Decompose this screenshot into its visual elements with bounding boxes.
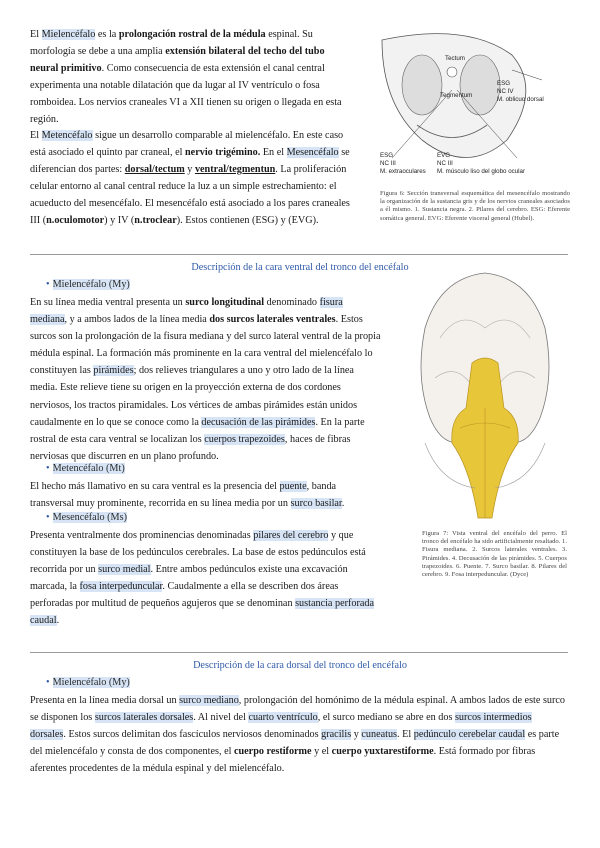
bullet-mesencefalo: • Mesencéfalo (Ms) <box>46 512 127 523</box>
paragraph-ventral-metencefalo: El hecho más llamativo en su cara ventral es la presencia del puente, banda transversal muy prominente, recorrida en su línea media por un surco basilar. <box>30 481 345 510</box>
paragraph-metencefalo: El Metencéfalo sigue un desarrollo comparable al mielencéfalo. En este caso está asociado el quinto par craneal, el nervio trigémino. En el Mesencéfalo se diferencian dos partes: dorsal/tectum y ventral/tegmentun. La proliferación celular entorno al canal central reduce la luz a un simple estrechamiento: el acueducto del mesencéfalo. El mesencéfalo está asociado a los pares craneales III (n.oculomotor) y IV (n.troclear). Estos contienen (ESG) y (EVG). <box>30 130 350 227</box>
bullet-mielencefalo-dorsal: • Mielencéfalo (My) <box>46 677 130 688</box>
label-tectum: Tectum <box>445 55 465 62</box>
paragraph-mielencefalo: El Mielencéfalo es la prolongación rostral de la médula espinal. Su morfología se debe a una amplia extensión bilateral del techo del tubo neural primitivo. Como consecuencia de esta extensión el canal central experimenta una notable dilatación que da lugar al IV ventrículo o fosa romboidea. Los nervios craneales VI a XII tienen su origen o llegada en esta región. <box>30 29 342 126</box>
figure-6 <box>362 30 572 245</box>
label-m-extra: M. extraoculares <box>380 168 426 175</box>
figure-7 <box>400 268 570 588</box>
label-m-iris: M. músculo liso del globo ocular <box>437 168 526 175</box>
section-title-dorsal: Descripción de la cara dorsal del tronco del encéfalo <box>193 660 407 671</box>
paragraph-ventral-mesencefalo: Presenta ventralmente dos prominencias denominadas pilares del cerebro y que constituyen la base de los pedúnculos cerebrales. La base de estos pedúnculos está recorrida por un surco medial. Entre ambos pedúnculos existe una excavación marcada, la fosa interpeduncular. Caudalmente a ella se describen dos áreas perforadas por multitud de pequeños agujeros que se denominan sustancia perforada caudal. <box>30 530 375 627</box>
label-nc4: NC IV <box>497 88 514 95</box>
bullet-metencefalo: • Metencéfalo (Mt) <box>46 463 125 474</box>
paragraph-dorsal-mielencefalo: Presenta en la línea media dorsal un surco mediano, prolongación del homónimo de la médula espinal. A ambos lados de este surco se disponen los surcos laterales dorsales. Al nivel del cuarto ventrículo, el surco mediano se abre en dos surcos intermedios dorsales. Estos surcos delimitan dos fascículos nerviosos denominados gracilis y cuneatus. El pedúnculo cerebelar caudal es parte del mielencéfalo y consta de dos componentes, el cuerpo restiforme y el cuerpo yuxtarestiforme. Está formado por fibras aferentes procedentes de la médula espinal y del mielencéfalo. <box>30 695 566 775</box>
figure-7-caption: Figura 7: Vista ventral del encéfalo del perro. El tronco del encéfalo ha sido artificialmente resaltado. 1. Fisura mediana. 2. Surcos laterales ventrales. 3. Pirámides. 4. Decusación de las pirámides. 5. Cuerpos trapezoides. 6. Puente. 7. Surco basilar. 8. Pilares del cerebro. 9. Fosa interpeduncular. (Dyce) <box>422 530 567 579</box>
label-nc3-left: NC III <box>380 160 396 167</box>
figure-6-caption: Figura 6: Sección transversal esquemática del mesencéfalo mostrando la organización de la sustancia gris y de los nervios craneales asociados a él mismo. 1. Sustancia negra. 2. Pilares del cerebro. ESG: Eferente somática general. EVG: Eferente visceral general (Hubel). <box>380 190 570 222</box>
label-evg: EVG <box>437 152 451 159</box>
label-tegmentum: Tegmentum <box>440 92 473 99</box>
paragraph-ventral-mielencefalo: En su línea media ventral presenta un surco longitudinal denominado fisura mediana, y a ambos lados de la línea media dos surcos laterales ventrales. Estos surcos son la prolongación de la fisura mediana y del surco lateral ventral de la propia médula espinal. La formación más prominente en la cara ventral del mielencéfalo lo constituyen las pirámides; dos relieves triangulares a uno y otro lado de la línea media. Este relieve tiene su origen en la proyección externa de dos cordones nerviosos, los tractos piramidales. Los vértices de ambas pirámides están unidos caudalmente en lo que se conoce como la decusación de las pirámides. En la parte rostral de esta cara ventral se localizan los cuerpos trapezoides, haces de fibras nerviosas que discurren en un plano profundo. <box>30 297 381 462</box>
ventral-brain-illustration <box>400 268 570 528</box>
divider <box>30 254 568 255</box>
bullet-label: Mielencéfalo (My) <box>52 677 130 688</box>
label-esg-left: ESG <box>380 152 394 159</box>
label-nc3-right: NC III <box>437 160 453 167</box>
bullet-label: Mielencéfalo (My) <box>52 279 130 290</box>
label-esg-right: ESG <box>497 80 511 87</box>
label-m-oblicuo: M. oblicuo dorsal <box>497 96 544 103</box>
divider <box>30 652 568 653</box>
section-title-ventral: Descripción de la cara ventral del tronco del encéfalo <box>191 262 409 273</box>
bullet-mielencefalo: • Mielencéfalo (My) <box>46 279 130 290</box>
bullet-label: Mesencéfalo (Ms) <box>52 512 127 523</box>
bullet-label: Metencéfalo (Mt) <box>52 463 125 474</box>
